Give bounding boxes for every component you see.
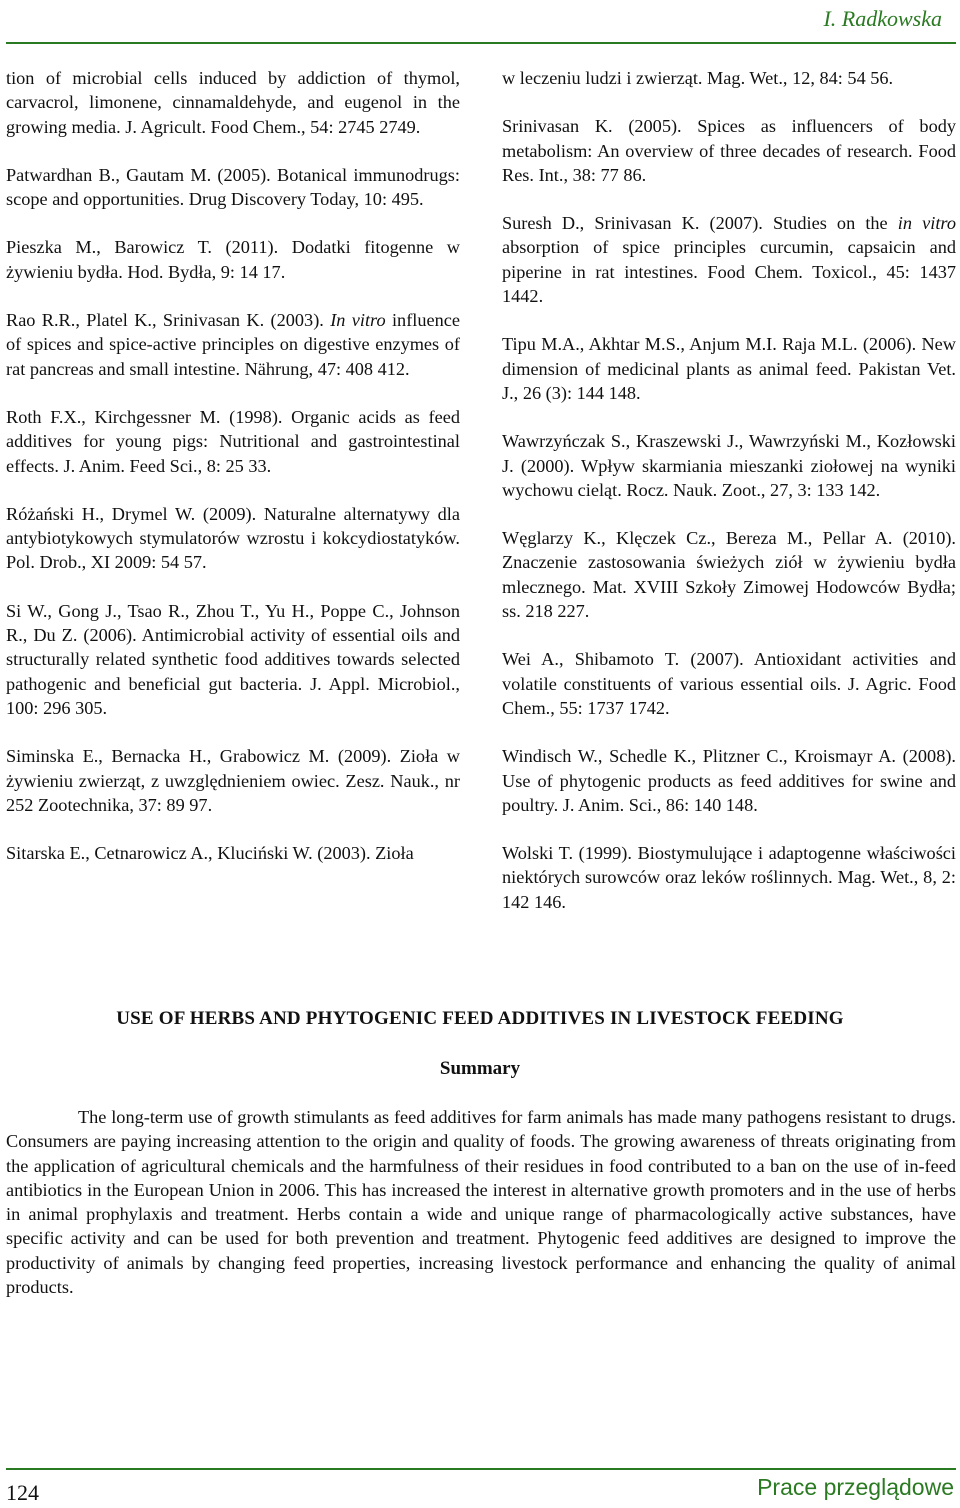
reference-entry: Patwardhan B., Gautam M. (2005). Botanical immunodrugs: scope and opportunities. Drug Discovery Today, 10: 495. xyxy=(6,164,460,210)
reference-entry: Sitarska E., Cetnarowicz A., Kluciński W. (2003). Zioła xyxy=(6,843,414,864)
reference-entry: Wawrzyńczak S., Kraszewski J., Wawrzyński M., Kozłowski J. (2000). Wpływ skarmiania mieszanki ziołowej na wyniki wychowu cieląt. Rocz. Nauk. Zoot., 27, 3: 133 142. xyxy=(502,431,956,500)
english-title: USE OF HERBS AND PHYTOGENIC FEED ADDITIVES IN LIVESTOCK FEEDING xyxy=(116,1008,844,1029)
reference-entry: Różański H., Drymel W. (2009). Naturalne alternatywy dla antybiotykowych stymulatorów wzrostu i kokcydiostatyków. Pol. Drob., XI 2009: 54 57. xyxy=(6,503,460,573)
reference-italic-text: in vitro xyxy=(897,213,956,234)
reference-entry: tion of microbial cells induced by addiction of thymol, carvacrol, limonene, cinnamaldehyde, and eugenol in the growing media. J. Agricult. Food Chem., 54: 2745 2749. xyxy=(6,68,460,137)
section-label: Prace przeglądowe xyxy=(757,1474,954,1500)
reference-entry xyxy=(502,211,956,308)
reference-entry: Wei A., Shibamoto T. (2007). Antioxidant activities and volatile constituents of various essential oils. J. Agric. Food Chem., 55: 1737 1742. xyxy=(502,649,956,718)
reference-entry: Windisch W., Schedle K., Plitzner C., Kroismayr A. (2008). Use of phytogenic products as feed additives for swine and poultry. J. Anim. Sci., 86: 140 148. xyxy=(502,746,956,815)
reference-entry: Srinivasan K. (2005). Spices as influencers of body metabolism: An overview of three decades of research. Food Res. Int., 38: 77 86. xyxy=(502,116,956,185)
summary-heading: Summary xyxy=(439,1058,521,1079)
references-right-column xyxy=(502,66,956,938)
footer-divider xyxy=(6,1468,956,1470)
reference-after-text: absorption of spice principles curcumin, capsaicin and piperine in rat intestines. Food Chem. Toxicol., 45: 1437 1442. xyxy=(502,237,956,307)
reference-italic-text: In vitro xyxy=(330,310,386,331)
reference-after-text: influence of spices and spice-active principles on digestive enzymes of rat pancreas and small intestine. Nährung, 47: 408 412. xyxy=(6,310,460,379)
reference-entry: Pieszka M., Barowicz T. (2011). Dodatki fitogenne w żywieniu bydła. Hod. Bydła, 9: 14 17. xyxy=(6,237,460,282)
header-divider xyxy=(6,42,956,44)
reference-entry: Tipu M.A., Akhtar M.S., Anjum M.I. Raja M.L. (2006). New dimension of medicinal plants as animal feed. Pakistan Vet. J., 26 (3): 144 148. xyxy=(502,334,956,403)
running-head-author: I. Radkowska xyxy=(823,6,942,31)
page-number: 124 xyxy=(6,1480,39,1505)
summary-body: The long-term use of growth stimulants as feed additives for farm animals has made many pathogens resistant to drugs. Consumers are paying increasing attention to the origin and quality of foods. The growing awareness of threats originating from the application of agricultural chemicals and the harmfulness of their residues in food contributed to a ban on the use of in-feed antibiotics in the European Union in 2006. This has increased the interest in alternative growth promoters and in the use of herbs in animal prophylaxis and treatment. Herbs contain a wide and unique range of pharmacologically active substances, have specific activity and can be used for both prevention and treatment. Phytogenic feed additives are designed to improve the productivity of animals by changing feed properties, increasing livestock performance and enhancing the quality of animal products. xyxy=(6,1107,956,1298)
reference-entry: Wolski T. (1999). Biostymulujące i adaptogenne właściwości niektórych surowców oraz leków roślinnych. Mag. Wet., 8, 2: 142 146. xyxy=(502,843,956,912)
references-left-column xyxy=(6,66,460,889)
reference-before-text: Rao R.R., Platel K., Srinivasan K. (2003). xyxy=(6,310,331,331)
reference-before-text: Suresh D., Srinivasan K. (2007). Studies on the xyxy=(502,213,898,234)
reference-entry: Węglarzy K., Klęczek Cz., Bereza M., Pellar A. (2010). Znaczenie zastosowania świeżych ziół w żywieniu bydła mlecznego. Mat. XVIII Szkoły Zimowej Hodowców Bydła; ss. 218 227. xyxy=(502,528,956,622)
reference-entry: Roth F.X., Kirchgessner M. (1998). Organic acids as feed additives for young pigs: Nutritional and gastrointestinal effects. J. Anim. Feed Sci., 8: 25 33. xyxy=(6,406,460,476)
reference-entry: Si W., Gong J., Tsao R., Zhou T., Yu H., Poppe C., Johnson R., Du Z. (2006). Antimicrobial activity of essential oils and structurally related synthetic food additives towards selected pathogenic and beneficial gut bacteria. J. Appl. Microbiol., 100: 296 305. xyxy=(6,600,460,718)
reference-entry: Siminska E., Bernacka H., Grabowicz M. (2009). Zioła w żywieniu zwierząt, z uwzględnieniem owiec. Zesz. Nauk., nr 252 Zootechnika, 37: 89 97. xyxy=(6,746,460,815)
reference-entry: w leczeniu ludzi i zwierząt. Mag. Wet., 12, 84: 54 56. xyxy=(502,68,894,88)
reference-entry xyxy=(6,308,460,381)
